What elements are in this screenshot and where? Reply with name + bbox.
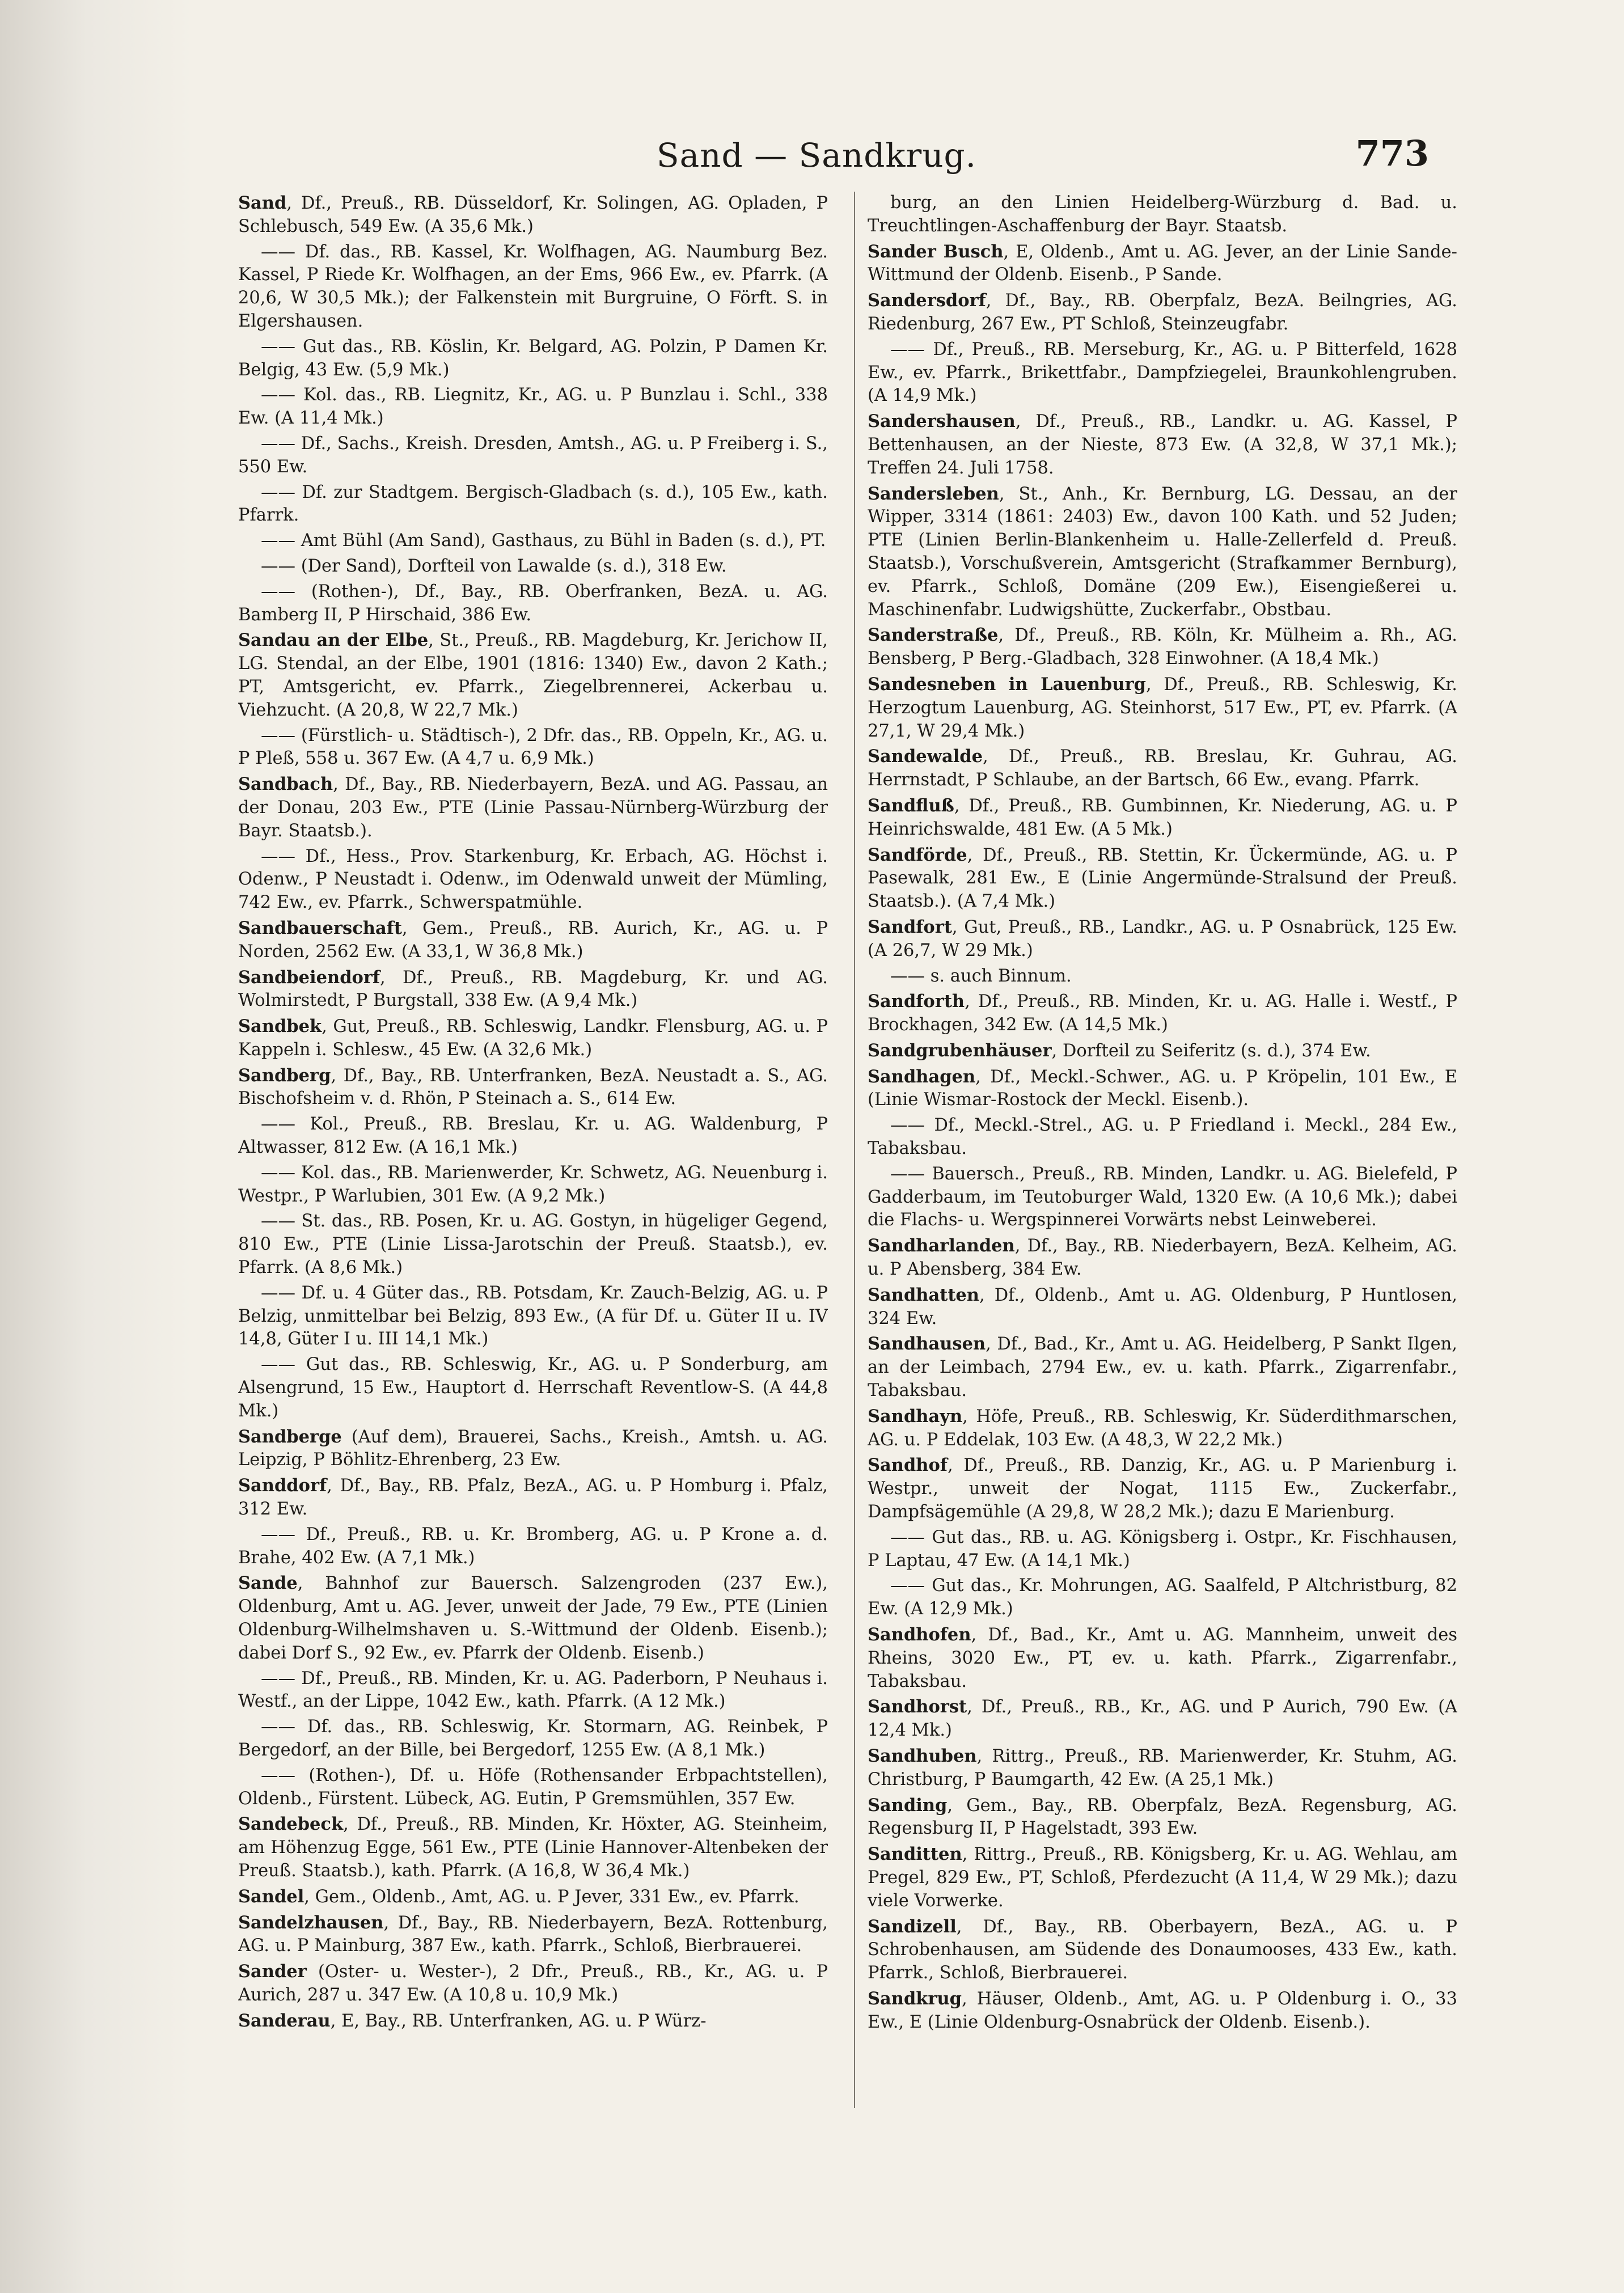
entry-text: , Bahnhof zur Bauersch. Salzengroden (237 Ew.), Oldenburg, Amt u. AG. Jever, unweit der Jade, 79 Ew., PTE (Linien Oldenburg-Wilhelmshaven u. S.-Wittmund der Oldenb. Eisenb.); dabei Dorf S., 92 Ew., ev. Pfarrk der Oldenb. Eisenb.) <box>238 1573 828 1663</box>
entry-headword: Sandberg <box>238 1065 331 1086</box>
entry-text: , Df., Bay., RB. Oberbayern, BezA., AG. u. P Schrobenhausen, am Südende des Donaumooses, 433 Ew., kath. Pfarrk., Schloß, Bierbrauerei. <box>868 1917 1457 1983</box>
entry-headword: Sandewalde <box>868 746 983 767</box>
entry-text: , St., Preuß., RB. Magdeburg, Kr. Jerichow II, LG. Stendal, an der Elbe, 1901 (1816: 1340) Ew., davon 2 Kath.; PT, Amtsgericht, ev. Pfarrk., Ziegelbrennerei, Ackerbau u. Viehzucht. (A 20,8, W 22,7 Mk.) <box>238 631 828 720</box>
gazetteer-entry <box>238 629 828 722</box>
entry-text: —— Df. das., RB. Kassel, Kr. Wolfhagen, AG. Naumburg Bez. Kassel, P Riede Kr. Wolfhagen, an der Ems, 966 Ew., ev. Pfarrk. (A 20,6, W 30,5 Mk.); der Falkenstein mit Burgruine, O Förft. S. in Elgershausen. <box>238 242 828 331</box>
entry-headword: Sandfort <box>868 916 952 937</box>
entry-text: —— Df., Preuß., RB. Merseburg, Kr., AG. u. P Bitterfeld, 1628 Ew., ev. Pfarrk., Brikettfabr., Dampfziegelei, Braunkohlengruben. (A 14,9 Mk.) <box>868 339 1457 406</box>
gazetteer-entry <box>238 773 828 843</box>
entry-text: , Df., Bay., RB. Niederbayern, BezA. und AG. Passau, an der Donau, 203 Ew., PTE (Linie Passau-Nürnberg-Würzburg der Bayr. Staatsb.). <box>238 775 828 841</box>
entry-text: , Df., Bad., Kr., Amt u. AG. Mannheim, unweit des Rheins, 3020 Ew., PT, ev. u. kath. Pfarrk., Zigarrenfabr., Tabaksbau. <box>868 1625 1457 1691</box>
entry-text: —— Kol. das., RB. Liegnitz, Kr., AG. u. P Bunzlau i. Schl., 338 Ew. (A 11,4 Mk.) <box>238 385 828 429</box>
entry-text: —— Df. das., RB. Schleswig, Kr. Stormarn, AG. Reinbek, P Bergedorf, an der Bille, bei Bergedorf, 1255 Ew. (A 8,1 Mk.) <box>238 1717 828 1760</box>
gazetteer-entry <box>868 1114 1457 1161</box>
entry-headword: Sandhorst <box>868 1697 967 1717</box>
gazetteer-entry <box>868 1623 1457 1693</box>
entry-text: —— Df. zur Stadtgem. Bergisch-Gladbach (s. d.), 105 Ew., kath. Pfarrk. <box>238 482 828 526</box>
entry-text: , Df., Preuß., RB. Minden, Kr. u. AG. Halle i. Westf., P Brockhagen, 342 Ew. (A 14,5 Mk.) <box>868 992 1457 1035</box>
entry-text: , E, Oldenb., Amt u. AG. Jever, an der Linie Sande-Wittmund der Oldenb. Eisenb., P Sande. <box>868 242 1457 285</box>
gazetteer-entry <box>238 384 828 430</box>
gazetteer-entry <box>868 410 1457 480</box>
entry-text: —— (Der Sand), Dorfteil von Lawalde (s. d.), 318 Ew. <box>261 556 727 576</box>
gazetteer-entry <box>868 289 1457 336</box>
entry-text: , Dorfteil zu Seiferitz (s. d.), 374 Ew. <box>1051 1040 1371 1061</box>
entry-text: —— St. das., RB. Posen, Kr. u. AG. Gostyn, in hügeliger Gegend, 810 Ew., PTE (Linie Lissa-Jarotschin der Preuß. Staatsb.), ev. Pfarrk. (A 8,6 Mk.) <box>238 1211 828 1278</box>
entry-text: , Df., Preuß., RB. Köln, Kr. Mülheim a. Rh., AG. Bensberg, P Berg.-Gladbach, 328 Einwohner. (A 18,4 Mk.) <box>868 625 1457 669</box>
gazetteer-entry <box>868 1332 1457 1402</box>
entry-text: , Df., Preuß., RB. Stettin, Kr. Ückermünde, AG. u. P Pasewalk, 281 Ew., E (Linie Angermünde-Stralsund der Preuß. Staatsb.). (A 7,4 Mk.) <box>868 845 1457 912</box>
gazetteer-entry <box>868 1065 1457 1112</box>
gazetteer-entry <box>238 845 828 915</box>
gazetteer-entry <box>238 336 828 382</box>
gazetteer-entry <box>868 192 1457 238</box>
gazetteer-entry <box>238 555 828 578</box>
entry-text: —— Kol., Preuß., RB. Breslau, Kr. u. AG. Waldenburg, P Altwasser, 812 Ew. (A 16,1 Mk.) <box>238 1114 828 1158</box>
entry-text: , Df., Bad., Kr., Amt u. AG. Heidelberg, P Sankt Ilgen, an der Leimbach, 2794 Ew., ev. u. kath. Pfarrk., Zigarrenfabr., Tabaksbau. <box>868 1334 1457 1401</box>
entry-headword: Sandebeck <box>238 1814 344 1835</box>
gazetteer-entry <box>868 844 1457 913</box>
entry-headword: Sandersleben <box>868 483 999 504</box>
entry-headword: Sandesneben in Lauenburg <box>868 674 1146 695</box>
entry-headword: Sande <box>238 1573 298 1594</box>
gazetteer-entry <box>238 1113 828 1160</box>
entry-text: —— Df., Preuß., RB. u. Kr. Bromberg, AG. u. P Krone a. d. Brahe, 402 Ew. (A 7,1 Mk.) <box>238 1524 828 1568</box>
gazetteer-entry <box>238 1210 828 1279</box>
column-divider <box>854 192 855 2108</box>
entry-text: —— s. auch Binnum. <box>890 966 1072 986</box>
gazetteer-entry <box>868 1526 1457 1573</box>
entry-text: , Df., Bay., RB. Niederbayern, BezA. Rottenburg, AG. u. P Mainburg, 387 Ew., kath. Pfarrk., Schloß, Bierbrauerei. <box>238 1913 828 1956</box>
entry-text: —— Gut das., Kr. Mohrungen, AG. Saalfeld, P Altchristburg, 82 Ew. (A 12,9 Mk.) <box>868 1576 1457 1619</box>
entry-text: , Gem., Oldenb., Amt, AG. u. P Jever, 331 Ew., ev. Pfarrk. <box>304 1886 800 1907</box>
entry-headword: Sandberge <box>238 1426 342 1447</box>
entry-headword: Sandershausen <box>868 411 1016 432</box>
gazetteer-entry <box>238 917 828 964</box>
gazetteer-entry <box>868 1039 1457 1063</box>
entry-text: —— Df. u. 4 Güter das., RB. Potsdam, Kr. Zauch-Belzig, AG. u. P Belzig, unmittelbar bei Belzig, 893 Ew., (A für Df. u. Güter II u. IV 14,8, Güter I u. III 14,1 Mk.) <box>238 1283 828 1349</box>
gazetteer-entry <box>238 1960 828 2007</box>
entry-headword: Sandelzhausen <box>238 1912 384 1933</box>
gazetteer-entry <box>238 1813 828 1882</box>
entry-text: , Df., Bay., RB. Niederbayern, BezA. Kelheim, AG. u. P Abensberg, 384 Ew. <box>868 1236 1457 1280</box>
entry-headword: Sandforth <box>868 991 965 1012</box>
gazetteer-entry <box>238 1765 828 1811</box>
entry-text: , Df., Oldenb., Amt u. AG. Oldenburg, P Huntlosen, 324 Ew. <box>868 1285 1457 1329</box>
entry-text: , Df., Preuß., RB. Danzig, Kr., AG. u. P Marienburg i. Westpr., unweit der Nogat, 1115 Ew., Zuckerfabr., Dampfsägemühle (A 29,8, W 28,2 Mk.); dazu E Marienburg. <box>868 1456 1457 1522</box>
gazetteer-entry <box>868 1843 1457 1913</box>
entry-headword: Sandizell <box>868 1916 957 1937</box>
entry-headword: Sandfluß <box>868 795 954 816</box>
entry-headword: Sandhuben <box>868 1746 977 1766</box>
entry-text: —— Gut das., RB. Köslin, Kr. Belgard, AG. Polzin, P Damen Kr. Belgig, 43 Ew. (5,9 Mk.) <box>238 336 828 380</box>
entry-headword: Sandbach <box>238 774 333 795</box>
entry-headword: Sandhatten <box>868 1284 979 1305</box>
entry-text: , Df., Preuß., RB. Magdeburg, Kr. und AG. Wolmirstedt, P Burgstall, 338 Ew. (A 9,4 Mk.) <box>238 967 828 1011</box>
entry-headword: Sandbauerschaft <box>238 917 402 938</box>
gazetteer-entry <box>868 1234 1457 1281</box>
entry-headword: Sandel <box>238 1886 304 1907</box>
gazetteer-entry <box>238 1885 828 1909</box>
entry-text: , Höfe, Preuß., RB. Schleswig, Kr. Süderdithmarschen, AG. u. P Eddelak, 103 Ew. (A 48,3, W 22,2 Mk.) <box>868 1406 1457 1450</box>
entry-text: , E, Bay., RB. Unterfranken, AG. u. P Würz- <box>330 2011 707 2031</box>
entry-text: —— Amt Bühl (Am Sand), Gasthaus, zu Bühl in Baden (s. d.), PT. <box>261 531 826 551</box>
gazetteer-entry <box>868 1575 1457 1621</box>
entry-headword: Sanditten <box>868 1844 962 1865</box>
entry-text: —— (Fürstlich- u. Städtisch-), 2 Dfr. das., RB. Oppeln, Kr., AG. u. P Pleß, 558 u. 367 Ew. (A 4,7 u. 6,9 Mk.) <box>238 725 828 769</box>
page-title: Sand — Sandkrug. <box>656 136 977 175</box>
entry-text: , Df., Preuß., RB. Düsseldorf, Kr. Solingen, AG. Opladen, P Schlebusch, 549 Ew. (A 35,6 Mk.) <box>238 193 828 236</box>
entry-headword: Sander Busch <box>868 241 1004 262</box>
gazetteer-entry <box>238 530 828 553</box>
entry-headword: Sandkrug <box>868 1988 962 2009</box>
gazetteer-entry <box>868 339 1457 408</box>
gazetteer-entry <box>238 1524 828 1570</box>
entry-text: , Df., Preuß., RB. Breslau, Kr. Guhrau, AG. Herrnstadt, P Schlaube, an der Bartsch, 66 Ew., evang. Pfarrk. <box>868 747 1457 790</box>
gazetteer-entry <box>868 916 1457 963</box>
entry-text: , St., Anh., Kr. Bernburg, LG. Dessau, an der Wipper, 3314 (1861: 2403) Ew., davon 100 Kath. und 52 Juden; PTE (Linien Berlin-Blankenheim u. Halle-Zellerfeld d. Preuß. Staatsb.), Vorschußverein, Amtsgericht (Strafkammer Bernburg), ev. Pfarrk., Schloß, Domäne (209 Ew.), Eisengießerei u. Maschinenfabr. Ludwigshütte, Zuckerfabr., Obstbau. <box>868 484 1457 620</box>
entry-text: , Gut, Preuß., RB. Schleswig, Landkr. Flensburg, AG. u. P Kappeln i. Schlesw., 45 Ew. (A 32,6 Mk.) <box>238 1017 828 1060</box>
gazetteer-entry <box>238 1668 828 1714</box>
entry-headword: Sandgrubenhäuser <box>868 1040 1052 1061</box>
entry-headword: Sandhausen <box>868 1334 986 1355</box>
entry-text: —— Bauersch., Preuß., RB. Minden, Landkr. u. AG. Bielefeld, P Gadderbaum, im Teutoburger Wald, 1320 Ew. (A 10,6 Mk.); dabei die Flachs- u. Wergspinnerei Vorwärts nebst Leinweberei. <box>868 1164 1457 1230</box>
entry-text: , Df., Preuß., RB., Landkr. u. AG. Kassel, P Bettenhausen, an der Nieste, 873 Ew. (A 32,8, W 37,1 Mk.); Treffen 24. Juli 1758. <box>868 412 1457 478</box>
gazetteer-entry <box>238 1911 828 1958</box>
left-column <box>238 192 828 2114</box>
gazetteer-entry <box>868 624 1457 671</box>
gazetteer-entry <box>868 1745 1457 1792</box>
gazetteer-entry <box>238 1162 828 1208</box>
entry-headword: Sand <box>238 193 287 213</box>
entry-text: , Df., Preuß., RB. Gumbinnen, Kr. Niederung, AG. u. P Heinrichswalde, 481 Ew. (A 5 Mk.) <box>868 796 1457 839</box>
gazetteer-entry <box>868 745 1457 792</box>
gazetteer-entry <box>238 725 828 771</box>
gazetteer-entry <box>868 1454 1457 1524</box>
gazetteer-entry <box>868 1695 1457 1742</box>
entry-text: , Df., Preuß., RB., Kr., AG. und P Aurich, 790 Ew. (A 12,4 Mk.) <box>868 1697 1457 1741</box>
gazetteer-entry <box>868 990 1457 1037</box>
entry-text: , Df., Bay., RB. Unterfranken, BezA. Neustadt a. S., AG. Bischofsheim v. d. Rhön, P Steinach a. S., 614 Ew. <box>238 1065 828 1109</box>
entry-headword: Sander <box>238 1961 307 1982</box>
entry-headword: Sanderstraße <box>868 625 999 646</box>
entry-headword: Sandhof <box>868 1455 948 1476</box>
gazetteer-entry <box>238 1353 828 1423</box>
entry-text: —— Df., Meckl.-Strel., AG. u. P Friedland i. Meckl., 284 Ew., Tabaksbau. <box>868 1115 1457 1159</box>
entry-headword: Sandförde <box>868 844 967 865</box>
gazetteer-entry <box>238 966 828 1013</box>
gazetteer-entry <box>868 483 1457 622</box>
gazetteer-entry <box>868 240 1457 287</box>
gazetteer-entry <box>868 794 1457 841</box>
entry-headword: Sanding <box>868 1795 948 1816</box>
entry-text: , Df., Bay., RB. Pfalz, BezA., AG. u. P Homburg i. Pfalz, 312 Ew. <box>238 1476 828 1520</box>
entry-text: , Df., Preuß., RB. Schleswig, Kr. Herzogtum Lauenburg, AG. Steinhorst, 517 Ew., PT, ev. Pfarrk. (A 27,1, W 29,4 Mk.) <box>868 674 1457 741</box>
page-number: 773 <box>1355 133 1429 174</box>
entry-text: —— (Rothen-), Df., Bay., RB. Oberfranken, BezA. u. AG. Bamberg II, P Hirschaid, 386 Ew. <box>238 581 828 625</box>
entry-text: , Gut, Preuß., RB., Landkr., AG. u. P Osnabrück, 125 Ew. (A 26,7, W 29 Mk.) <box>868 917 1457 961</box>
gazetteer-entry <box>238 241 828 333</box>
entry-text: (Oster- u. Wester-), 2 Dfr., Preuß., RB., Kr., AG. u. P Aurich, 287 u. 347 Ew. (A 10,8 u. 10,9 Mk.) <box>238 1962 828 2005</box>
page-header <box>204 133 1429 181</box>
entry-text: , Df., Bay., RB. Oberpfalz, BezA. Beilngries, AG. Riedenburg, 267 Ew., PT Schloß, Steinzeugfabr. <box>868 291 1457 334</box>
gazetteer-entry <box>868 673 1457 743</box>
gazetteer-entry <box>868 1794 1457 1841</box>
entry-text: —— Df., Hess., Prov. Starkenburg, Kr. Erbach, AG. Höchst i. Odenw., P Neustadt i. Odenw., im Odenwald unweit der Mümling, 742 Ew., ev. Pfarrk., Schwerspatmühle. <box>238 846 828 913</box>
entry-text: —— Gut das., RB. u. AG. Königsberg i. Ostpr., Kr. Fischhausen, P Laptau, 47 Ew. (A 14,1 Mk.) <box>868 1527 1457 1571</box>
entry-text: burg, an den Linien Heidelberg-Würzburg d. Bad. u. Treuchtlingen-Aschaffenburg der Bayr. Staatsb. <box>868 193 1457 236</box>
entry-headword: Sandersdorf <box>868 290 986 311</box>
gazetteer-entry <box>868 965 1457 988</box>
entry-text: , Häuser, Oldenb., Amt, AG. u. P Oldenburg i. O., 33 Ew., E (Linie Oldenburg-Osnabrück der Oldenb. Eisenb.). <box>868 1989 1457 2032</box>
gazetteer-entry <box>238 1716 828 1762</box>
gazetteer-entry <box>868 1987 1457 2034</box>
entry-headword: Sanderau <box>238 2010 331 2031</box>
entry-headword: Sandbeiendorf <box>238 967 380 988</box>
entry-text: —— (Rothen-), Df. u. Höfe (Rothensander Erbpachtstellen), Oldenb., Fürstent. Lübeck, AG. Eutin, P Gremsmühlen, 357 Ew. <box>238 1765 828 1809</box>
entry-text: —— Df., Sachs., Kreish. Dresden, Amtsh., AG. u. P Freiberg i. S., 550 Ew. <box>238 433 828 477</box>
gazetteer-entry <box>238 1015 828 1062</box>
gazetteer-entry <box>238 2009 828 2033</box>
entry-headword: Sandbek <box>238 1016 322 1037</box>
gazetteer-entry <box>238 581 828 627</box>
entry-text: , Rittrg., Preuß., RB. Marienwerder, Kr. Stuhm, AG. Christburg, P Baumgarth, 42 Ew. (A 25,1 Mk.) <box>868 1746 1457 1789</box>
gazetteer-entry <box>238 1282 828 1351</box>
entry-text: , Rittrg., Preuß., RB. Königsberg, Kr. u. AG. Wehlau, am Pregel, 829 Ew., PT, Schloß, Pferdezucht (A 11,4, W 29 Mk.); dazu viele Vorwerke. <box>868 1844 1457 1911</box>
entry-headword: Sandhagen <box>868 1066 976 1087</box>
entry-headword: Sandhayn <box>868 1406 963 1427</box>
entry-headword: Sandharlanden <box>868 1236 1015 1257</box>
entry-text: —— Gut das., RB. Schleswig, Kr., AG. u. P Sonderburg, am Alsengrund, 15 Ew., Hauptort d. Herrschaft Reventlow-S. (A 44,8 Mk.) <box>238 1355 828 1421</box>
gazetteer-entry <box>238 433 828 479</box>
entry-text: , Df., Preuß., RB. Minden, Kr. Höxter, AG. Steinheim, am Höhenzug Egge, 561 Ew., PTE (Linie Hannover-Altenbeken der Preuß. Staatsb.), kath. Pfarrk. (A 16,8, W 36,4 Mk.) <box>238 1814 828 1881</box>
right-column <box>868 192 1457 2114</box>
gazetteer-entry <box>868 1284 1457 1331</box>
entry-text: , Df., Meckl.-Schwer., AG. u. P Kröpelin, 101 Ew., E (Linie Wismar-Rostock der Meckl. Eisenb.). <box>868 1067 1457 1110</box>
gazetteer-entry <box>868 1405 1457 1452</box>
gazetteer-entry <box>238 1064 828 1111</box>
entry-text: —— Kol. das., RB. Marienwerder, Kr. Schwetz, AG. Neuenburg i. Westpr., P Warlubien, 301 Ew. (A 9,2 Mk.) <box>238 1162 828 1206</box>
gazetteer-entry <box>868 1163 1457 1232</box>
entry-headword: Sandhofen <box>868 1624 971 1645</box>
page-edge-shadow <box>0 0 193 2293</box>
entry-text: (Auf dem), Brauerei, Sachs., Kreish., Amtsh. u. AG. Leipzig, P Böhlitz-Ehrenberg, 23 Ew. <box>238 1427 828 1470</box>
gazetteer-entry <box>238 1425 828 1473</box>
entry-text: , Gem., Bay., RB. Oberpfalz, BezA. Regensburg, AG. Regensburg II, P Hagelstadt, 393 Ew. <box>868 1795 1457 1839</box>
gazetteer-entry <box>238 1572 828 1665</box>
gazetteer-entry <box>238 1474 828 1521</box>
gazetteer-entry <box>868 1915 1457 1985</box>
entry-headword: Sandau an der Elbe <box>238 630 429 651</box>
entry-text: , Gem., Preuß., RB. Aurich, Kr., AG. u. P Norden, 2562 Ew. (A 33,1, W 36,8 Mk.) <box>238 918 828 962</box>
entry-headword: Sanddorf <box>238 1475 327 1496</box>
gazetteer-entry <box>238 192 828 239</box>
gazetteer-entry <box>238 481 828 528</box>
entry-text: —— Df., Preuß., RB. Minden, Kr. u. AG. Paderborn, P Neuhaus i. Westf., an der Lippe, 1042 Ew., kath. Pfarrk. (A 12 Mk.) <box>238 1668 828 1712</box>
